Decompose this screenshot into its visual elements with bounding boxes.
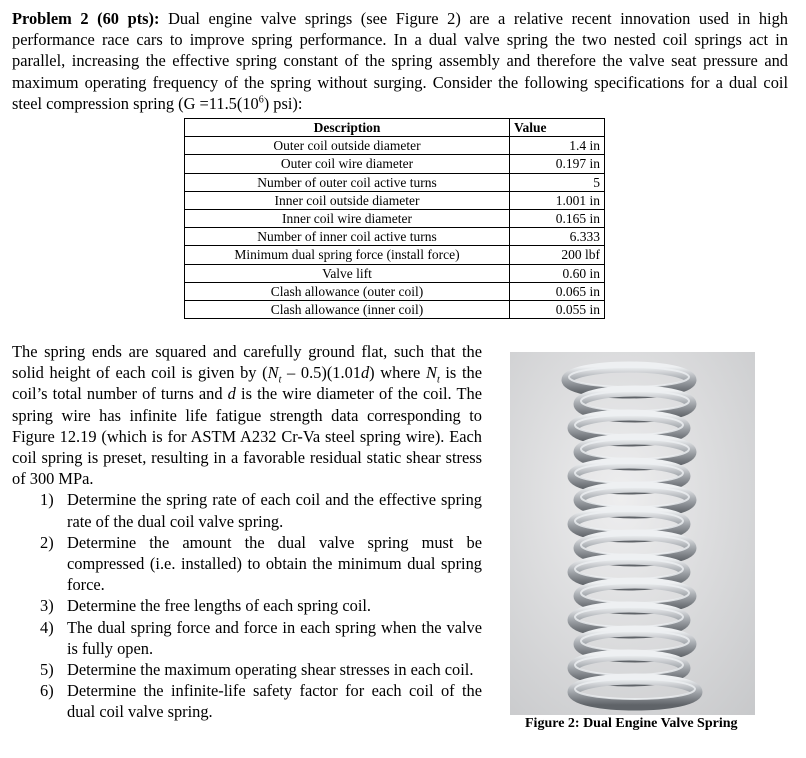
var-t-2: t	[436, 374, 440, 386]
spec-description: Number of outer coil active turns	[185, 173, 510, 191]
spec-description: Valve lift	[185, 264, 510, 282]
spec-table-row	[185, 155, 605, 173]
var-n-2: N	[426, 363, 437, 383]
spec-description: Clash allowance (outer coil)	[185, 282, 510, 300]
spec-value: 0.065 in	[510, 282, 605, 300]
body-text-a: The spring ends are squared and carefully ground flat, such that the solid height of each coil is given by (	[12, 342, 482, 383]
spec-table-row	[185, 209, 605, 227]
spec-table-row	[185, 282, 605, 300]
task-item	[12, 532, 482, 596]
task-text: Determine the infinite-life safety factor for each coil of the dual coil valve spring.	[67, 681, 482, 722]
formula-mid: – 0.5)(1.01	[281, 363, 361, 383]
task-item	[12, 680, 482, 722]
spec-description: Outer coil wire diameter	[185, 155, 510, 173]
spec-value: 0.60 in	[510, 264, 605, 282]
task-list	[12, 489, 482, 722]
task-item	[12, 659, 482, 680]
intro-exponent: 6	[258, 94, 264, 106]
spec-value: 6.333	[510, 228, 605, 246]
spec-value: 200 lbf	[510, 246, 605, 264]
task-item	[12, 489, 482, 531]
spec-table-row	[185, 246, 605, 264]
task-number: 5)	[40, 660, 54, 680]
header-description: Description	[185, 119, 510, 137]
spec-table-row	[185, 300, 605, 318]
task-text: Determine the spring rate of each coil and the effective spring rate of the dual coil valve spring.	[67, 490, 482, 531]
spec-value: 1.4 in	[510, 137, 605, 155]
spec-description: Minimum dual spring force (install force)	[185, 246, 510, 264]
task-text: Determine the amount the dual valve spring must be compressed (i.e. installed) to obtain the minimum dual spring force.	[67, 532, 482, 595]
spec-table-row	[185, 191, 605, 209]
spec-description: Inner coil wire diameter	[185, 209, 510, 227]
var-d-2: d	[227, 384, 236, 404]
var-t: t	[278, 374, 282, 386]
spec-value: 0.197 in	[510, 155, 605, 173]
task-number: 6)	[40, 681, 54, 701]
spec-description: Outer coil outside diameter	[185, 137, 510, 155]
spec-description: Clash allowance (inner coil)	[185, 300, 510, 318]
figure-caption: Figure 2: Dual Engine Valve Spring	[525, 716, 738, 731]
problem-intro	[12, 8, 788, 114]
spring-coils	[567, 367, 697, 705]
spec-value: 0.055 in	[510, 300, 605, 318]
spec-value: 0.165 in	[510, 209, 605, 227]
spec-value: 1.001 in	[510, 191, 605, 209]
body-text-d: is the wire diameter of the coil. The spring wire has infinite life fatigue strength data corresponding to Figure 12.19 (which is for ASTM A232 Cr-Va steel spring wire). Each coil spring is preset, resulting in a favorable residual static shear stress of 300 MPa.	[12, 384, 482, 489]
spec-table-row	[185, 228, 605, 246]
task-number: 3)	[40, 596, 54, 616]
var-d: d	[360, 363, 370, 383]
valve-spring-image	[510, 352, 755, 715]
body-paragraph	[12, 341, 482, 489]
task-text: The dual spring force and force in each spring when the valve is fully open.	[67, 617, 482, 658]
task-text: Determine the free lengths of each spring coil.	[67, 596, 372, 616]
task-item	[12, 595, 482, 616]
var-n: N	[267, 363, 279, 383]
spec-description: Inner coil outside diameter	[185, 191, 510, 209]
spec-description: Number of inner coil active turns	[185, 228, 510, 246]
spec-table-header	[185, 119, 605, 137]
task-number: 4)	[40, 617, 54, 637]
task-number: 1)	[40, 490, 54, 510]
body-column	[12, 341, 482, 723]
spec-table-row	[185, 173, 605, 191]
spec-value: 5	[510, 173, 605, 191]
body-text-b: ) where	[369, 363, 426, 383]
task-text: Determine the maximum operating shear stresses in each coil.	[67, 660, 474, 680]
spec-table-row	[185, 137, 605, 155]
intro-text: Dual engine valve springs (see Figure 2) are a relative recent innovation used in high performance race cars to improve spring performance. In a dual valve spring the two nested coil springs act in parallel, increasing the effective spring constant of the spring assembly and therefore the valve seat pressure and maximum operating frequency of the spring without surging. Consider the following specifications for a dual coil steel compression spring (G =11.5(10	[12, 9, 788, 113]
task-number: 2)	[40, 532, 54, 552]
intro-end: ) psi):	[263, 93, 303, 113]
task-item	[12, 617, 482, 659]
body-text-c: is the coil’s total number of turns and	[12, 363, 483, 404]
header-value: Value	[510, 119, 605, 137]
spec-table	[184, 118, 605, 319]
problem-heading: Problem 2 (60 pts):	[12, 9, 160, 28]
spec-table-row	[185, 264, 605, 282]
